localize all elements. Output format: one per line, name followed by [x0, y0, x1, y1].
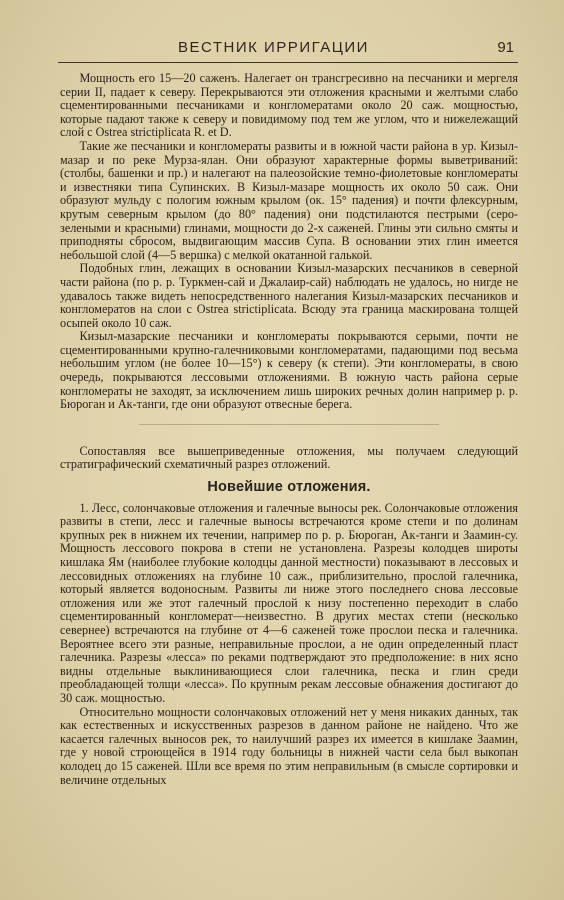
section-divider — [139, 424, 439, 425]
page-header — [58, 36, 518, 63]
running-title: ВЕСТНИК ИРРИГАЦИИ — [178, 39, 369, 56]
page-body — [60, 72, 518, 787]
page-number: 91 — [497, 39, 514, 56]
paragraph: Мощность его 15—20 саженъ. Налегает он трансгресивно на песчаники и мергеля серии II, падает к северу. Перекрываются эти отложения красными и желтыми слабо сцементированными песчаниками и конгломератами около 20 саж. мощностью, которые падают также к северу и повидимому под тем же углом, что и нижележащий слой с Ostrea strictiplicata R. et D. — [60, 71, 518, 140]
paragraph: Подобных глин, лежащих в основании Кизыл-мазарских песчаников в северной части района (по р. р. Туркмен-сай и Джалаир-сай) наблюдать не удалось, но нигде не удавалось также видеть непосредственного налегания Кизыл-мазарских песчаников и конгломератов на слои с Ostrea strictiplicata. Всюду эта граница маскирована толщей осыпей около 10 саж. — [60, 261, 518, 330]
paragraph: Относительно мощности солончаковых отложений нет у меня никаких данных, так как естественных и искусственных разрезов в данном районе не найдено. Что же касается галечных выносов рек, то наилучший разрез их имеется в кишлаке Заамин, где у новой строющейся в 1914 году больницы в нижней части села был выкопан колодец до 15 саженей. Шли все время по этим неправильным (в смысле сортировки и величине отдельных — [60, 704, 518, 787]
paragraph: Кизыл-мазарские песчаники и конгломераты покрываются серыми, почти не сцементированными крупно-галечниковыми конгломератами, падающими под весьма небольшим углом (не более 10—15°) к северу (к степи). Эти конгломераты, в свою очередь, покрываются лессовыми отложениями. В южную часть района серые конгломераты не заходят, за исключением лишь широких речных долин например р. р. Бюроган и Ак-танги, где они образуют отвесные берега. — [60, 329, 518, 412]
summary-paragraph: Сопоставляя все вышеприведенные отложения, мы получаем следующий стратиграфический схематичный разрез отложений. — [60, 443, 518, 472]
paragraph: 1. Лесс, солончаковые отложения и галечные выносы рек. Солончаковые отложения развиты в степи, лесс и галечные выносы встречаются кроме степи и по долинам крупных рек в нижнем их течении, например по р. р. Бюроган, Ак-танги и Заамин-су. Мощность лессового покрова в степи не установлена. Разрезы колодцев широты кишлака Ям (наиболее глубокие колодцы данной местности) показывают в лессовых и лессовидных отложениях на глубине 10 саж., приблизительно, прослой галечника, который является водоносным. Развиты ли ниже этого последнего снова лессовые отложения или же этот галечный прослой к низу постепенно переходит в слабо сцементированный конгломерат—неизвестно. В других местах степи (несколько севернее) встречаются на глубине от 4—6 саженей тоже прослои песка и галечника. Вероятнее всего эти разные, неправильные прослои, а не один определенный пласт галечника. Разрезы «лесса» по реками подтверждают это предположение: в них ясно видны отдельные выклинивающиеся слои галечника, песка и глин среди преобладающей толщи «лесса». По крупным рекам лессовые обнажения достигают до 30 саж. мощностью. — [60, 500, 518, 705]
section-title: Новейшие отложения. — [207, 479, 371, 496]
paragraph: Такие же песчаники и конгломераты развиты и в южной части района в ур. Кизыл-мазар и по реке Мурза-ялан. Они образуют характерные формы выветриваний: (столбы, башенки и пр.) и налегают на палеозойские темно-фиолетовые конгломераты и известняки типа Супинских. В Кизыл-мазаре мощность их около 50 саж. Они образуют мульду с пологим южным крылом (ок. 15° падения) и почти флексурным, крутым северным крылом (до 80° падения) они подстилаются пестрыми (серо-зелеными и красными) глинами, мощности до 2-х саженей. Глины эти сильно смяты и приподняты сбросом, выдвигающим массив Супа. В основании этих глин имеется небольшой слой (4—5 вершка) с мелкой окатанной галькой. — [60, 138, 518, 262]
